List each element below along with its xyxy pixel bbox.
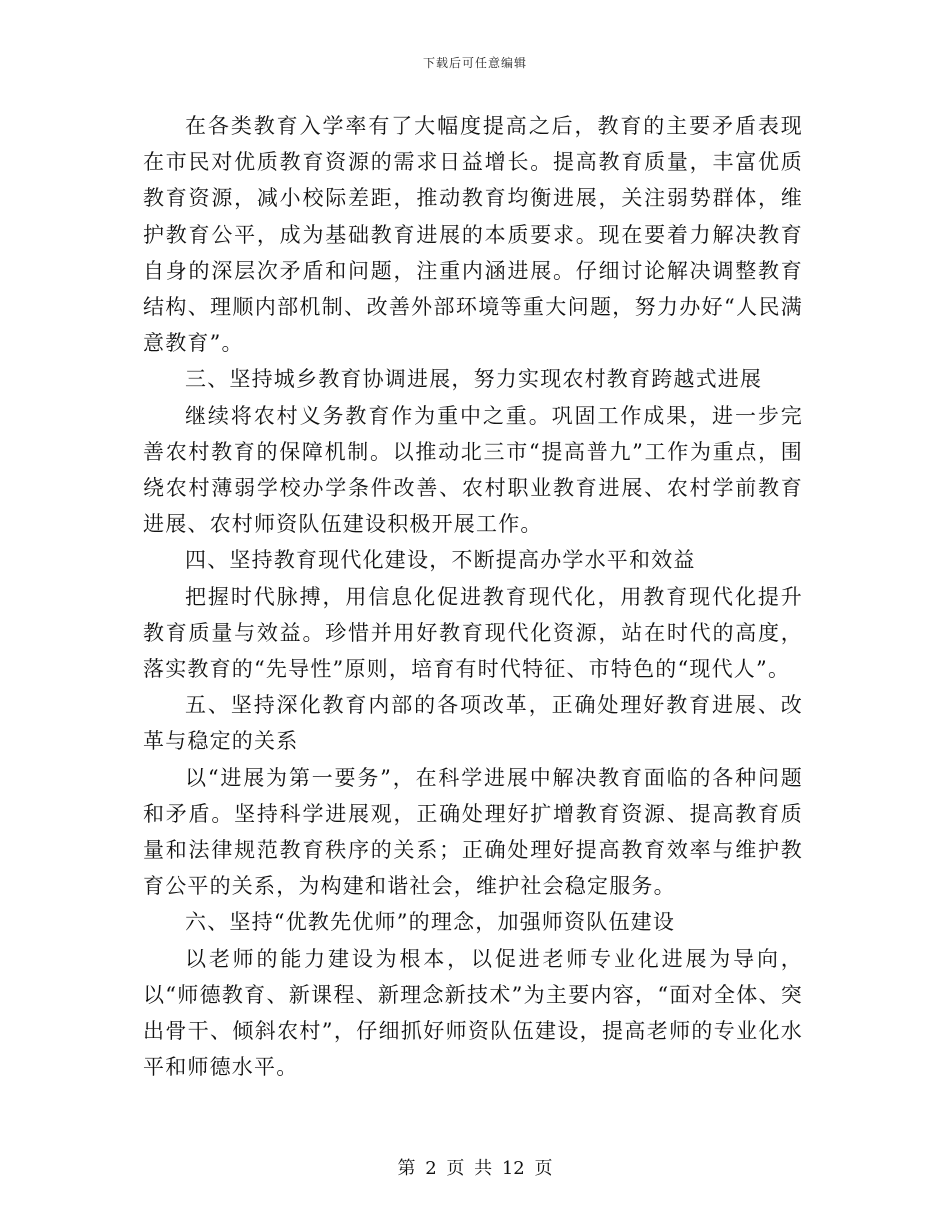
section-heading-6: 六、坚持“优教先优师”的理念，加强师资队伍建设: [185, 910, 676, 935]
section-heading-4: 四、坚持教育现代化建设，不断提高办学水平和效益: [185, 548, 696, 573]
section-heading-3: 三、坚持城乡教育协调进展，努力实现农村教育跨越式进展: [185, 367, 763, 392]
paragraph-rural-education: 继续将农村义务教育作为重中之重。巩固工作成果，进一步完善农村教育的保障机制。以推动北三市“提高普九”工作为重点，围绕农村薄弱学校办学条件改善、农村职业教育进展、农村学前教育进展、农村师资队伍建设积极开展工作。: [143, 403, 803, 537]
paragraph-reform: 以“进展为第一要务”，在科学进展中解决教育面临的各种问题和矛盾。坚持科学进展观，正确处理好扩增教育资源、提高教育质量和法律规范教育秩序的关系；正确处理好提高教育效率与维护教育公平的关系，为构建和谐社会，维护社会稳定服务。: [143, 765, 803, 899]
page-header-note: 下载后可任意编辑: [422, 56, 527, 70]
section-heading-5: 五、坚持深化教育内部的各项改革，正确处理好教育进展、改革与稳定的关系: [143, 693, 803, 754]
paragraph-education-quality: 在各类教育入学率有了大幅度提高之后，教育的主要矛盾表现在市民对优质教育资源的需求日益增长。提高教育质量，丰富优质教育资源，减小校际差距，推动教育均衡进展，关注弱势群体，维护教育公平，成为基础教育进展的本质要求。现在要着力解决教育自身的深层次矛盾和问题，注重内涵进展。仔细讨论解决调整教育结构、理顺内部机制、改善外部环境等重大问题，努力办好“人民满意教育”。: [143, 114, 803, 356]
paragraph-teachers: 以老师的能力建设为根本，以促进老师专业化进展为导向，以“师德教育、新课程、新理念新技术”为主要内容，“面对全体、突出骨干、倾斜农村”，仔细抓好师资队伍建设，提高老师的专业化水平和师德水平。: [143, 946, 803, 1080]
page-number: 第 2 页 共 12 页: [397, 1158, 553, 1179]
document-body: [143, 108, 803, 1085]
paragraph-modernization: 把握时代脉搏，用信息化促进教育现代化，用教育现代化提升教育质量与效益。珍惜并用好教育现代化资源，站在时代的高度，落实教育的“先导性”原则，培育有时代特征、市特色的“现代人”。: [143, 584, 803, 682]
